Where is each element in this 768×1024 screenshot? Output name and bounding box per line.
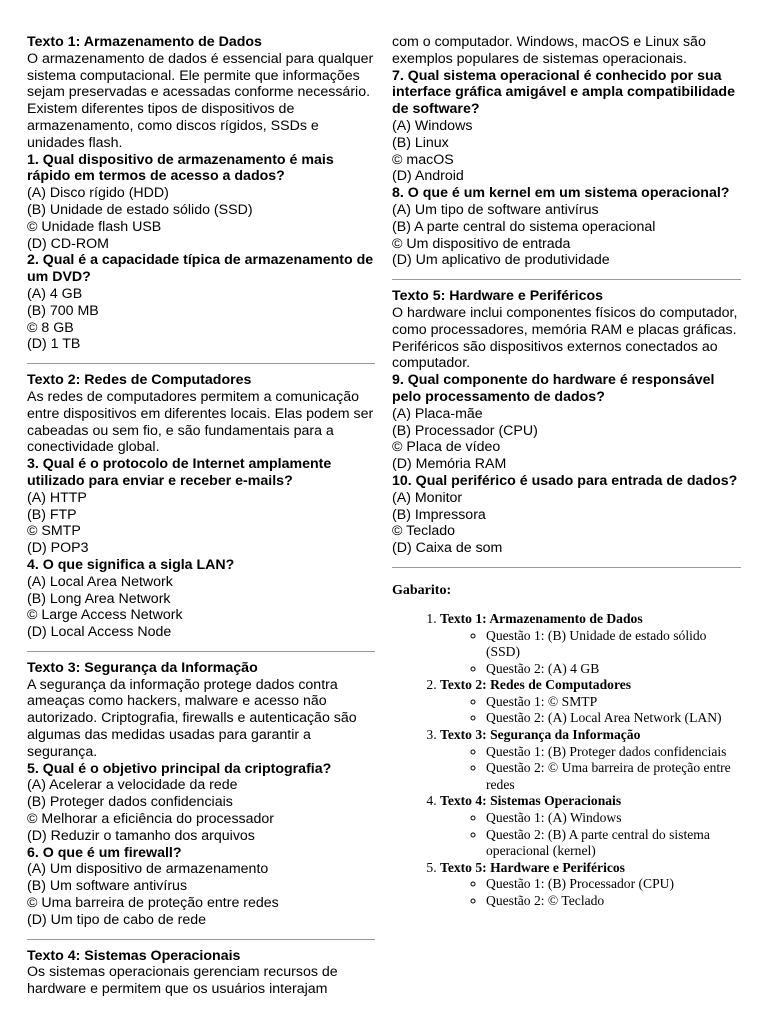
answer-key-item: [440, 860, 741, 910]
answer-key: [392, 582, 741, 910]
section-divider: [392, 567, 741, 568]
option: © Uma barreira de proteção entre redes: [27, 895, 279, 912]
option: © SMTP: [27, 523, 81, 540]
left-column: [27, 34, 375, 998]
answer-key-item-title: Texto 2: Redes de Computadores: [440, 677, 632, 693]
right-column: [392, 34, 741, 910]
option: (B) Processador (CPU): [392, 422, 538, 439]
answer-key-item: [440, 793, 741, 859]
answer-key-item-title: Texto 1: Armazenamento de Dados: [440, 610, 643, 626]
question: 6. O que é um firewall?: [27, 844, 182, 861]
question: 3. Qual é o protocolo de Internet amplamente utilizado para enviar e receber e-mails?: [27, 456, 332, 489]
option: (D) POP3: [27, 540, 89, 557]
answer-key-list: [392, 611, 741, 910]
option: (B) Impressora: [392, 506, 486, 523]
answer-list: [440, 810, 741, 860]
answer-key-title: Gabarito:: [392, 582, 452, 598]
answer-list: [440, 628, 741, 678]
section-texto-2: [27, 372, 375, 641]
option: (B) Linux: [392, 134, 449, 151]
section-divider: [27, 651, 375, 652]
answer-list: [440, 744, 741, 794]
section-title: Texto 1: Armazenamento de Dados: [27, 34, 262, 50]
answer-list: [440, 694, 741, 727]
answer-key-item: [440, 611, 741, 677]
option: (B) 700 MB: [27, 302, 99, 319]
answer: ◦ Questão 2: (A) Local Area Network (LAN): [486, 710, 741, 727]
section-texto-3: [27, 660, 375, 929]
question: 4. O que significa a sigla LAN?: [27, 556, 235, 573]
answer: ◦ Questão 2: © Teclado: [486, 893, 741, 910]
section-title: Texto 5: Hardware e Periféricos: [392, 288, 604, 305]
answer-key-item-title: Texto 5: Hardware e Periféricos: [440, 859, 625, 875]
answer: ◦ Questão 2: © Uma barreira de proteção entre redes: [486, 760, 741, 793]
option: (D) Memória RAM: [392, 456, 507, 473]
option: (D) CD-ROM: [27, 235, 109, 252]
option: (A) Windows: [392, 117, 473, 134]
option: (A) 4 GB: [27, 285, 83, 302]
section-divider: [27, 363, 375, 364]
question: 1. Qual dispositivo de armazenamento é mais rápido em termos de acesso a dados?: [27, 151, 334, 185]
option: © Placa de vídeo: [392, 439, 501, 456]
section-texto-1: [27, 34, 375, 353]
option: (D) 1 TB: [27, 336, 81, 353]
answer: ◦ Questão 1: © SMTP: [486, 694, 741, 711]
section-divider: [27, 939, 375, 940]
question: 5. Qual é o objetivo principal da criptografia?: [27, 760, 332, 777]
option: © Melhorar a eficiência do processador: [27, 811, 275, 828]
section-texto-5: [392, 288, 741, 557]
option: (A) Um tipo de software antivírus: [392, 201, 599, 218]
option: (D) Caixa de som: [392, 540, 503, 557]
answer: ◦ Questão 1: (B) Unidade de estado sólido (SSD): [486, 628, 741, 661]
option: (D) Um aplicativo de produtividade: [392, 252, 610, 269]
option: (B) FTP: [27, 506, 77, 523]
section-intro: O hardware inclui componentes físicos do computador, como processadores, memória RAM e placas gráficas. Periféricos são dispositivos externos conectados ao computador.: [392, 304, 738, 372]
option: (D) Reduzir o tamanho dos arquivos: [27, 827, 255, 844]
section-texto-4-continued: [392, 34, 741, 269]
answer-list: [440, 876, 741, 909]
answer: ◦ Questão 1: (B) Processador (CPU): [486, 876, 741, 893]
option: (A) Disco rígido (HDD): [27, 185, 169, 202]
option: (D) Local Access Node: [27, 624, 172, 641]
section-intro: A segurança da informação protege dados contra ameaças como hackers, malware e acesso não autorizado. Criptografia, firewalls e autenticação são algumas das medidas usadas para garantir a segurança.: [27, 676, 357, 760]
option: (B) A parte central do sistema operacional: [392, 218, 656, 235]
answer: ◦ Questão 1: (A) Windows: [486, 810, 741, 827]
option: © Um dispositivo de entrada: [392, 235, 571, 252]
answer: ◦ Questão 1: (B) Proteger dados confidenciais: [486, 744, 741, 761]
option: (B) Um software antivírus: [27, 878, 188, 895]
option: (B) Long Area Network: [27, 590, 171, 607]
section-intro: Os sistemas operacionais gerenciam recursos de hardware e permitem que os usuários interajam: [27, 964, 338, 998]
question: 7. Qual sistema operacional é conhecido por sua interface gráfica amigável e ampla compatibilidade de software?: [392, 67, 735, 118]
option: © Large Access Network: [27, 607, 183, 624]
option: (B) Unidade de estado sólido (SSD): [27, 201, 253, 218]
option: (D) Android: [392, 168, 464, 185]
option: © Teclado: [392, 523, 456, 540]
question: 2. Qual é a capacidade típica de armazenamento de um DVD?: [27, 252, 374, 286]
option: (A) Local Area Network: [27, 573, 173, 590]
option: (A) Acelerar a velocidade da rede: [27, 777, 238, 794]
option: (A) Placa-mãe: [392, 405, 483, 422]
question: 9. Qual componente do hardware é responsável pelo processamento de dados?: [392, 372, 715, 405]
section-divider: [392, 279, 741, 280]
section-intro: As redes de computadores permitem a comunicação entre dispositivos em diferentes locais. Elas podem ser cabeadas ou sem fio, e são fundamentais para a conectividade global.: [27, 388, 374, 456]
answer-key-item: [440, 727, 741, 793]
answer: ◦ Questão 2: (B) A parte central do sistema operacional (kernel): [486, 827, 741, 860]
section-intro: O armazenamento de dados é essencial para qualquer sistema computacional. Ele permite que informações sejam preservadas e acessadas conforme necessário. Existem diferentes tipos de dispositivos de armazenamento, como discos rígidos, SSDs e unidades flash.: [27, 50, 374, 151]
option: © Unidade flash USB: [27, 218, 162, 235]
section-title: Texto 2: Redes de Computadores: [27, 372, 252, 389]
question: 10. Qual periférico é usado para entrada de dados?: [392, 472, 738, 489]
option: (D) Um tipo de cabo de rede: [27, 911, 207, 928]
section-title: Texto 4: Sistemas Operacionais: [27, 947, 241, 964]
section-title: Texto 3: Segurança da Informação: [27, 659, 258, 676]
section-intro-continued: com o computador. Windows, macOS e Linux são exemplos populares de sistemas operacionais.: [392, 34, 706, 67]
option: © 8 GB: [27, 319, 74, 336]
section-texto-4-start: [27, 948, 375, 998]
option: (B) Proteger dados confidenciais: [27, 794, 233, 811]
option: (A) Monitor: [392, 489, 463, 506]
option: © macOS: [392, 151, 454, 168]
answer: ◦ Questão 2: (A) 4 GB: [486, 661, 741, 678]
question: 8. O que é um kernel em um sistema operacional?: [392, 185, 730, 202]
answer-key-item: [440, 677, 741, 727]
answer-key-item-title: Texto 4: Sistemas Operacionais: [440, 793, 622, 809]
option: (A) Um dispositivo de armazenamento: [27, 861, 269, 878]
option: (A) HTTP: [27, 489, 87, 506]
answer-key-item-title: Texto 3: Segurança da Informação: [440, 727, 641, 743]
